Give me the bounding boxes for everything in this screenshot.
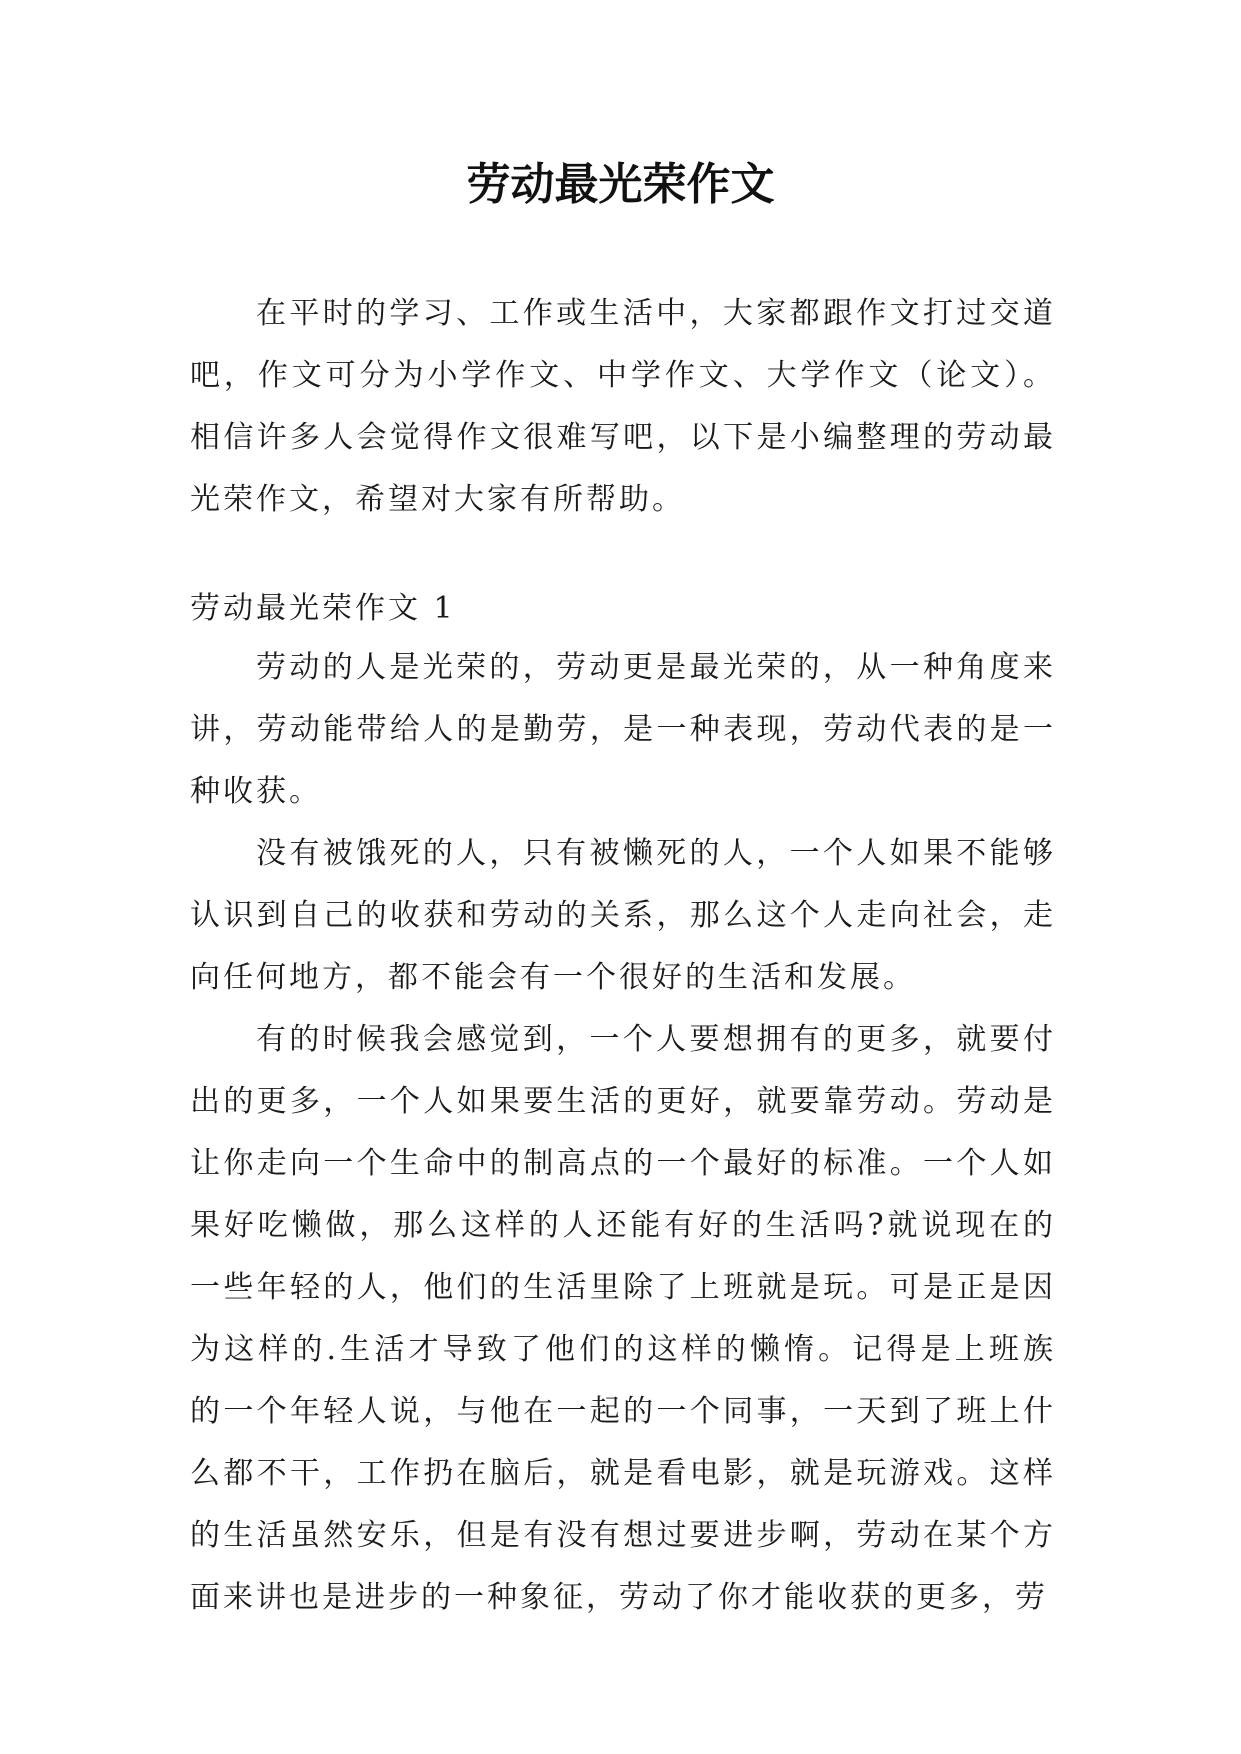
document-title: 劳动最光荣作文 (466, 159, 775, 210)
body-paragraph: 劳动的人是光荣的，劳动更是最光荣的，从一种角度来讲，劳动能带给人的是勤劳，是一种表现，劳动代表的是一种收获。 (190, 650, 1056, 809)
body-paragraph: 没有被饿死的人，只有被懒死的人，一个人如果不能够认识到自己的收获和劳动的关系，那么这个人走向社会，走向任何地方，都不能会有一个很好的生活和发展。 (190, 836, 1056, 995)
document-body (190, 283, 1056, 1629)
intro-paragraph: 在平时的学习、工作或生活中，大家都跟作文打过交道吧，作文可分为小学作文、中学作文、大学作文（论文）。相信许多人会觉得作文很难写吧，以下是小编整理的劳动最光荣作文，希望对大家有所帮助。 (190, 296, 1056, 517)
body-paragraph: 有的时候我会感觉到，一个人要想拥有的更多，就要付出的更多，一个人如果要生活的更好，就要靠劳动。劳动是让你走向一个生命中的制高点的一个最好的标准。一个人如果好吃懒做，那么这样的人还能有好的生活吗?就说现在的一些年轻的人，他们的生活里除了上班就是玩。可是正是因为这样的.生活才导致了他们的这样的懒惰。记得是上班族的一个年轻人说，与他在一起的一个同事，一天到了班上什么都不干，工作扔在脑后，就是看电影，就是玩游戏。这样的生活虽然安乐，但是有没有想过要进步啊，劳动在某个方面来讲也是进步的一种象征，劳动了你才能收获的更多，劳 (190, 1022, 1056, 1615)
section-heading: 劳动最光荣作文 1 (190, 591, 456, 626)
